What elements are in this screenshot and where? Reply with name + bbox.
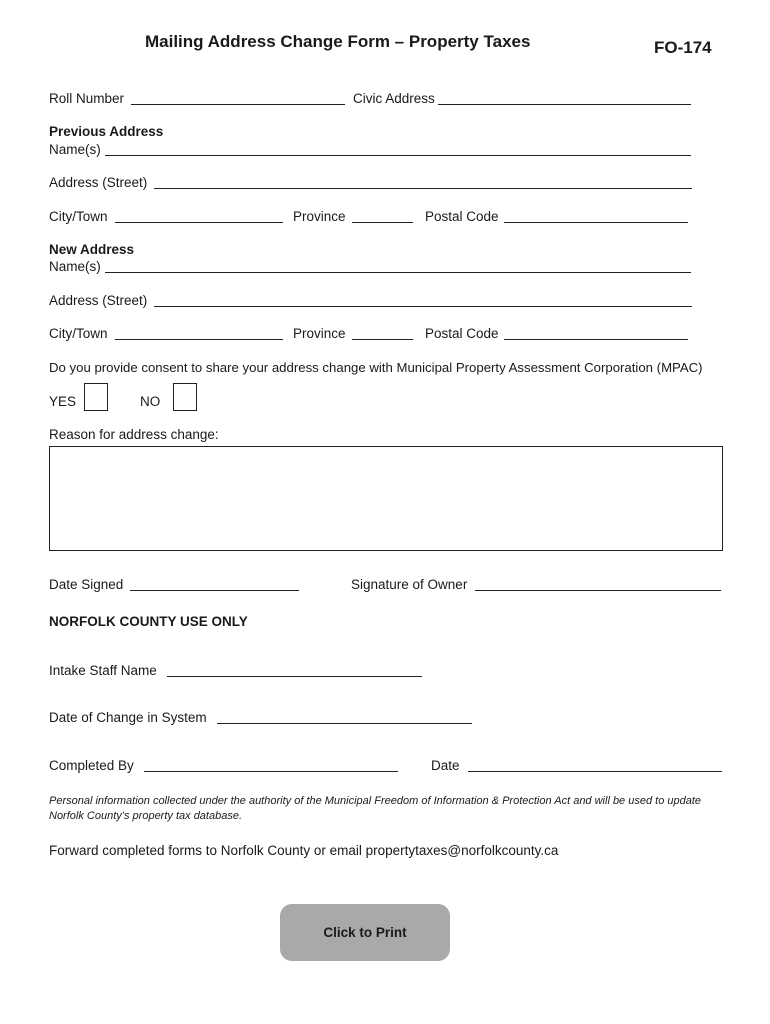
completed-by-label: Completed By bbox=[49, 758, 134, 773]
new-names-field[interactable] bbox=[105, 272, 691, 273]
owner-signature-field[interactable] bbox=[475, 590, 721, 591]
previous-names-label: Name(s) bbox=[49, 142, 101, 157]
print-button-label: Click to Print bbox=[323, 925, 407, 940]
date-change-label: Date of Change in System bbox=[49, 710, 207, 725]
print-button[interactable] bbox=[280, 904, 450, 961]
previous-city-label: City/Town bbox=[49, 209, 108, 224]
new-street-field[interactable] bbox=[154, 306, 692, 307]
new-city-field[interactable] bbox=[115, 339, 283, 340]
consent-yes-checkbox[interactable] bbox=[84, 383, 108, 411]
civic-address-field[interactable] bbox=[438, 104, 691, 105]
date-label: Date bbox=[431, 758, 460, 773]
date-field[interactable] bbox=[468, 771, 722, 772]
date-change-field[interactable] bbox=[217, 723, 472, 724]
reason-textarea[interactable] bbox=[49, 446, 723, 551]
roll-number-field[interactable] bbox=[131, 104, 345, 105]
form-code: FO-174 bbox=[654, 38, 712, 57]
new-postal-label: Postal Code bbox=[425, 326, 499, 341]
completed-by-field[interactable] bbox=[144, 771, 398, 772]
intake-staff-field[interactable] bbox=[167, 676, 422, 677]
previous-province-label: Province bbox=[293, 209, 346, 224]
previous-city-field[interactable] bbox=[115, 222, 283, 223]
reason-label: Reason for address change: bbox=[49, 427, 219, 442]
previous-province-field[interactable] bbox=[352, 222, 413, 223]
previous-street-label: Address (Street) bbox=[49, 175, 148, 190]
office-use-heading: NORFOLK COUNTY USE ONLY bbox=[49, 614, 248, 629]
new-address-heading: New Address bbox=[49, 242, 135, 257]
date-signed-field[interactable] bbox=[130, 590, 299, 591]
previous-postal-label: Postal Code bbox=[425, 209, 499, 224]
new-street-label: Address (Street) bbox=[49, 293, 148, 308]
previous-address-heading: Previous Address bbox=[49, 124, 164, 139]
owner-signature-label: Signature of Owner bbox=[351, 577, 468, 592]
roll-number-label: Roll Number bbox=[49, 91, 125, 106]
previous-street-field[interactable] bbox=[154, 188, 692, 189]
date-signed-label: Date Signed bbox=[49, 577, 124, 592]
consent-no-label: NO bbox=[140, 394, 161, 409]
consent-question: Do you provide consent to share your address change with Municipal Property Assessment Corporation (MPAC) bbox=[49, 360, 703, 375]
forward-instructions: Forward completed forms to Norfolk County or email propertytaxes@norfolkcounty.ca bbox=[49, 843, 559, 858]
consent-no-checkbox[interactable] bbox=[173, 383, 197, 411]
new-names-label: Name(s) bbox=[49, 259, 101, 274]
previous-names-field[interactable] bbox=[105, 155, 691, 156]
previous-postal-field[interactable] bbox=[504, 222, 688, 223]
consent-yes-label: YES bbox=[49, 394, 77, 409]
new-postal-field[interactable] bbox=[504, 339, 688, 340]
privacy-note: Personal information collected under the authority of the Municipal Freedom of Information & Protection Act and will be used to update Norfolk County’s property tax database. bbox=[49, 795, 702, 822]
form-title: Mailing Address Change Form – Property Taxes bbox=[145, 32, 531, 51]
new-province-field[interactable] bbox=[352, 339, 413, 340]
civic-address-label: Civic Address bbox=[353, 91, 435, 106]
new-province-label: Province bbox=[293, 326, 346, 341]
intake-staff-label: Intake Staff Name bbox=[49, 663, 157, 678]
new-city-label: City/Town bbox=[49, 326, 108, 341]
